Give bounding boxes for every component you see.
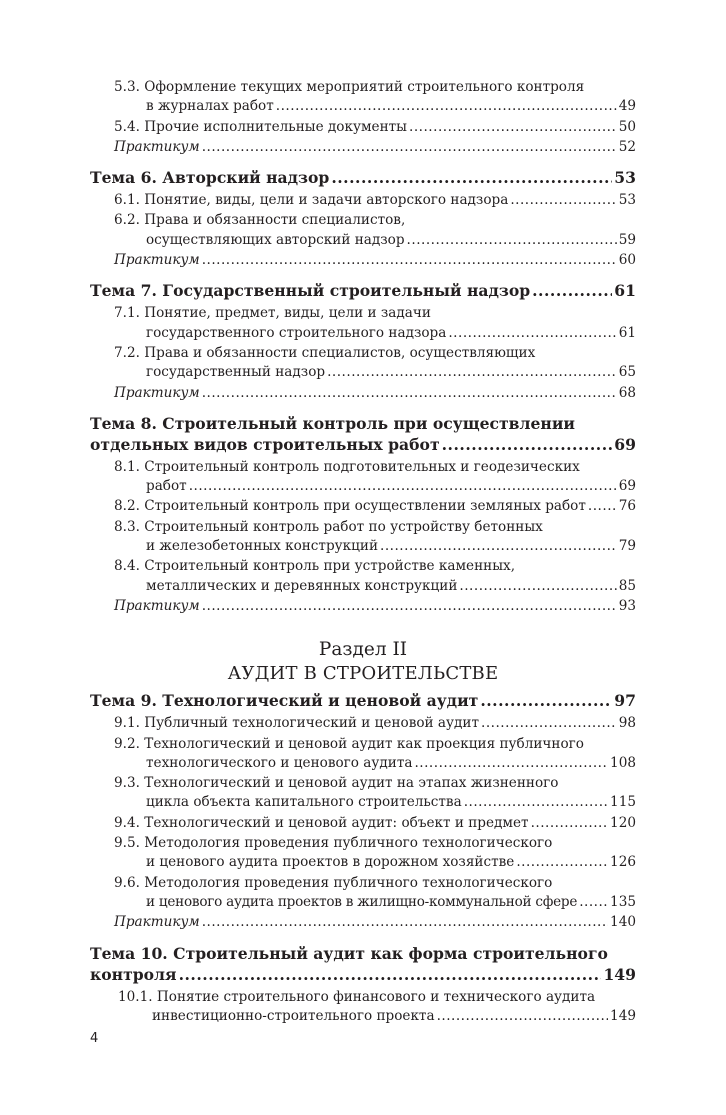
toc-page-number: 61	[614, 281, 636, 301]
toc-page-number: 76	[618, 498, 636, 515]
dot-leader	[380, 537, 617, 556]
toc-page-number: 97	[614, 691, 636, 711]
toc-entry-title-cont: осуществляющих авторский надзор	[146, 231, 405, 248]
toc-topic-title-cont: отдельных видов строительных работ	[90, 434, 440, 454]
dot-leader	[179, 964, 602, 985]
toc-entry-7-1[interactable]	[90, 304, 636, 343]
toc-topic-title: Тема 6. Авторский надзор	[90, 168, 330, 188]
toc-entry-5-3[interactable]	[90, 78, 636, 117]
toc-entry-title: 9.6. Методология проведения публичного технологического	[114, 874, 553, 891]
toc-topic-title: Тема 7. Государственный строительный надзор	[90, 281, 531, 301]
section-label: Раздел II	[318, 639, 408, 661]
toc-entry-title-cont: государственный надзор	[146, 364, 326, 381]
toc-page-number: 69	[618, 478, 636, 495]
toc-entry-title: 8.2. Строительный контроль при осуществлении земляных работ	[114, 498, 586, 515]
toc-page-number: 149	[610, 1007, 636, 1024]
toc-entry-title: 7.1. Понятие, предмет, виды, цели и задачи	[114, 305, 431, 322]
toc-entry-title-cont: металлических и деревянных конструкций	[146, 577, 458, 594]
toc-entry-title: 9.2. Технологический и ценовой аудит как проекция публичного	[114, 735, 584, 752]
toc-entry-title: 6.1. Понятие, виды, цели и задачи авторского надзора	[114, 192, 509, 209]
toc-entry-9-6[interactable]	[90, 874, 636, 913]
dot-leader	[510, 191, 616, 210]
toc-entry-8-4[interactable]	[90, 557, 636, 596]
dot-leader	[202, 597, 617, 616]
toc-entry-title: 5.3. Оформление текущих мероприятий строительного контроля	[114, 79, 585, 95]
dot-leader	[579, 893, 608, 912]
dot-leader	[407, 231, 617, 250]
toc-entry-title: 9.5. Методология проведения публичного технологического	[114, 835, 553, 852]
toc-entry-practicum-9[interactable]	[90, 913, 636, 932]
toc-entry-8-2[interactable]	[90, 497, 636, 516]
toc-page-number: 85	[618, 577, 636, 594]
toc-topic-title-cont: контроля	[90, 964, 177, 984]
dot-leader	[331, 167, 612, 188]
toc-page-number: 68	[618, 384, 636, 401]
dot-leader	[516, 853, 608, 872]
dot-leader	[481, 714, 617, 733]
toc-entry-6-2[interactable]	[90, 211, 636, 250]
toc-entry-9-2[interactable]	[90, 735, 636, 774]
toc-entry-title: 7.2. Права и обязанности специалистов, осуществляющих	[114, 344, 536, 361]
toc-entry-practicum-6[interactable]	[90, 251, 636, 270]
toc-topic-title: Тема 8. Строительный контроль при осуществлении	[90, 413, 575, 433]
toc-entry-title-cont: работ	[146, 478, 187, 495]
toc-entry-title: 8.1. Строительный контроль подготовительных и геодезических	[114, 458, 580, 475]
dot-leader	[202, 913, 608, 932]
toc-page-number: 93	[618, 597, 636, 614]
dot-leader	[588, 497, 617, 516]
toc-page-number: 98	[618, 715, 636, 732]
toc-entry-10-1[interactable]	[90, 988, 636, 1027]
toc-topic-7[interactable]	[90, 280, 636, 301]
toc-page-number: 59	[618, 231, 636, 248]
toc-entry-title: 6.2. Права и обязанности специалистов,	[114, 212, 406, 229]
dot-leader	[437, 1007, 608, 1026]
toc-page-number: 65	[618, 364, 636, 381]
toc-entry-title-cont: цикла объекта капитального строительства	[146, 794, 462, 811]
section-title: АУДИТ В СТРОИТЕЛЬСТВЕ	[227, 663, 499, 685]
toc-entry-practicum-5[interactable]	[90, 138, 636, 157]
toc-entry-9-5[interactable]	[90, 834, 636, 873]
dot-leader	[202, 384, 617, 403]
page-number: 4	[90, 1031, 99, 1046]
toc-page-number: 53	[614, 168, 636, 188]
dot-leader	[414, 754, 608, 773]
toc-topic-8[interactable]	[90, 413, 636, 455]
section-heading	[90, 638, 636, 686]
toc-topic-9[interactable]	[90, 690, 636, 711]
dot-leader	[409, 118, 617, 137]
toc-entry-title: Практикум	[114, 597, 200, 614]
toc-entry-title: 10.1. Понятие строительного финансового и технического аудита	[118, 988, 596, 1005]
toc-page-number: 120	[610, 814, 636, 831]
toc-page-number: 79	[618, 538, 636, 555]
dot-leader	[480, 690, 612, 711]
toc-entry-title: Практикум	[114, 252, 200, 269]
toc-entry-title-cont: и ценового аудита проектов в дорожном хозяйстве	[146, 854, 515, 871]
toc-entry-6-1[interactable]	[90, 191, 636, 210]
dot-leader	[327, 363, 617, 382]
toc-entry-title: 8.3. Строительный контроль работ по устройству бетонных	[114, 518, 543, 535]
toc-entry-title-cont: технологического и ценового аудита	[146, 754, 413, 771]
toc-page-number: 135	[610, 893, 636, 910]
table-of-contents	[90, 78, 636, 1027]
dot-leader	[202, 251, 617, 270]
dot-leader	[276, 97, 617, 116]
dot-leader	[464, 793, 608, 812]
toc-page-number: 61	[618, 324, 636, 341]
toc-entry-title: 8.4. Строительный контроль при устройстве каменных,	[114, 558, 516, 575]
toc-topic-6[interactable]	[90, 167, 636, 188]
toc-entry-title: Практикум	[114, 914, 200, 931]
toc-entry-practicum-8[interactable]	[90, 597, 636, 616]
toc-page-number: 52	[618, 138, 636, 155]
toc-page-number: 126	[610, 854, 636, 871]
dot-leader	[531, 814, 608, 833]
toc-page-number: 49	[618, 98, 636, 115]
toc-page-number: 53	[618, 192, 636, 209]
dot-leader	[189, 477, 617, 496]
toc-topic-10[interactable]	[90, 943, 636, 985]
toc-page-number: 69	[614, 434, 636, 454]
toc-page-number: 140	[610, 914, 636, 931]
toc-entry-title: 5.4. Прочие исполнительные документы	[114, 118, 408, 135]
dot-leader	[442, 434, 613, 455]
toc-entry-title-cont: в журналах работ	[146, 98, 274, 115]
toc-entry-title: Практикум	[114, 138, 200, 155]
toc-entry-title-cont: инвестиционно-строительного проекта	[152, 1007, 435, 1024]
dot-leader	[448, 324, 616, 343]
toc-entry-8-1[interactable]	[90, 458, 636, 497]
dot-leader	[459, 577, 616, 596]
toc-entry-5-4[interactable]	[90, 118, 636, 137]
toc-entry-title-cont: государственного строительного надзора	[146, 324, 447, 341]
toc-page-number: 50	[618, 118, 636, 135]
toc-topic-title: Тема 10. Строительный аудит как форма строительного	[90, 943, 608, 963]
toc-entry-practicum-7[interactable]	[90, 384, 636, 403]
toc-page-number: 60	[618, 252, 636, 269]
toc-page-number: 115	[610, 794, 636, 811]
toc-entry-title: 9.4. Технологический и ценовой аудит: объект и предмет	[114, 814, 529, 831]
toc-entry-title: 9.1. Публичный технологический и ценовой аудит	[114, 715, 479, 732]
dot-leader	[202, 138, 617, 157]
toc-entry-title: Практикум	[114, 384, 200, 401]
toc-entry-title: 9.3. Технологический и ценовой аудит на этапах жизненного	[114, 775, 559, 792]
toc-entry-8-3[interactable]	[90, 518, 636, 557]
toc-page-number: 149	[603, 964, 636, 984]
dot-leader	[532, 280, 612, 301]
toc-entry-7-2[interactable]	[90, 344, 636, 383]
toc-entry-title-cont: и железобетонных конструкций	[146, 538, 379, 555]
toc-entry-9-4[interactable]	[90, 814, 636, 833]
toc-entry-9-3[interactable]	[90, 774, 636, 813]
toc-page-number: 108	[610, 754, 636, 771]
toc-entry-9-1[interactable]	[90, 714, 636, 733]
toc-topic-title: Тема 9. Технологический и ценовой аудит	[90, 691, 479, 711]
toc-entry-title-cont: и ценового аудита проектов в жилищно-коммунальной сфере	[146, 893, 578, 910]
